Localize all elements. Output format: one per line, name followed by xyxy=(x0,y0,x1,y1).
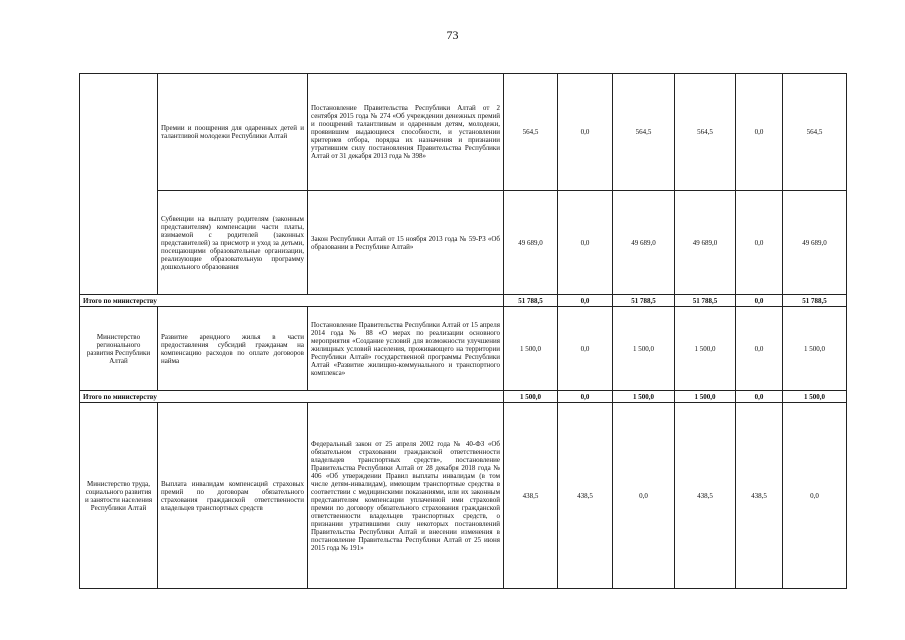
value-cell: 438,5 xyxy=(736,403,783,589)
total-label: Итого по министерству xyxy=(80,391,504,403)
table-row xyxy=(80,403,847,589)
value-cell: 438,5 xyxy=(558,403,613,589)
ministry-total-row xyxy=(80,391,847,403)
total-value-cell: 0,0 xyxy=(736,295,783,307)
ministry-cell: Министерство труда, социального развития и занятости населения Республики Алтай xyxy=(80,403,158,589)
purpose-cell: Премии и поощрения для одаренных детей и талантливой молодежи Республики Алтай xyxy=(158,74,308,191)
page-number: 73 xyxy=(446,28,459,42)
value-cell: 564,5 xyxy=(613,74,675,191)
total-value-cell: 51 788,5 xyxy=(675,295,736,307)
ministry-cell xyxy=(80,74,158,295)
value-cell: 438,5 xyxy=(504,403,558,589)
table-row xyxy=(80,307,847,391)
total-value-cell: 0,0 xyxy=(736,391,783,403)
value-cell: 0,0 xyxy=(783,403,847,589)
value-cell: 564,5 xyxy=(504,74,558,191)
value-cell: 49 689,0 xyxy=(613,191,675,295)
value-cell: 438,5 xyxy=(675,403,736,589)
value-cell: 1 500,0 xyxy=(783,307,847,391)
legal-basis-cell: Закон Республики Алтай от 15 ноября 2013 года № 59-РЗ «Об образовании в Республике Алтай» xyxy=(308,191,504,295)
total-value-cell: 51 788,5 xyxy=(613,295,675,307)
legal-basis-cell: Постановление Правительства Республики Алтай от 2 сентября 2015 года № 274 «Об учреждении денежных премий и поощрений талантливым и одаренным детям, молодежи, проявившим выдающиеся способности, и установлении критериев отбора, порядка их назначения и признании утратившим силу постановления Правительства Республики Алтай от 31 декабря 2013 года № 398» xyxy=(308,74,504,191)
budget-table xyxy=(79,73,847,589)
value-cell: 49 689,0 xyxy=(675,191,736,295)
total-label: Итого по министерству xyxy=(80,295,504,307)
value-cell: 0,0 xyxy=(736,191,783,295)
total-value-cell: 51 788,5 xyxy=(504,295,558,307)
value-cell: 0,0 xyxy=(558,74,613,191)
value-cell: 49 689,0 xyxy=(504,191,558,295)
purpose-cell: Субвенции на выплату родителям (законным представителям) компенсации части платы, взимаемой с родителей (законных представителей) за присмотр и уход за детьми, посещающими образовательные организации, реализующие образовательную программу дошкольного образования xyxy=(158,191,308,295)
purpose-cell: Развитие арендного жилья в части предоставления субсидий гражданам на компенсацию расходов по оплате договоров найма xyxy=(158,307,308,391)
total-value-cell: 51 788,5 xyxy=(783,295,847,307)
total-value-cell: 1 500,0 xyxy=(675,391,736,403)
table-row xyxy=(80,191,847,295)
ministry-total-row xyxy=(80,295,847,307)
value-cell: 0,0 xyxy=(558,191,613,295)
value-cell: 564,5 xyxy=(783,74,847,191)
value-cell: 1 500,0 xyxy=(675,307,736,391)
total-value-cell: 1 500,0 xyxy=(504,391,558,403)
total-value-cell: 1 500,0 xyxy=(783,391,847,403)
value-cell: 0,0 xyxy=(613,403,675,589)
ministry-cell: Министерство регионального развития Республики Алтай xyxy=(80,307,158,391)
value-cell: 0,0 xyxy=(736,74,783,191)
total-value-cell: 0,0 xyxy=(558,391,613,403)
value-cell: 0,0 xyxy=(558,307,613,391)
total-value-cell: 0,0 xyxy=(558,295,613,307)
value-cell: 564,5 xyxy=(675,74,736,191)
value-cell: 1 500,0 xyxy=(613,307,675,391)
legal-basis-cell: Постановление Правительства Республики Алтай от 15 апреля 2014 года № 88 «О мерах по реализации основного мероприятия «Создание условий для возможности улучшения жилищных условий населения, проживающего на территории Республики Алтай» государственной программы Республики Алтай «Развитие жилищно-коммунального и транспортного комплекса» xyxy=(308,307,504,391)
legal-basis-cell: Федеральный закон от 25 апреля 2002 года № 40-ФЗ «Об обязательном страховании гражданской ответственности владельцев транспортных средств», постановление Правительства Республики Алтай от 28 декабря 2018 года № 406 «Об утверждении Правил выплаты инвалидам (в том числе детям-инвалидам), имеющим транспортные средства в соответствии с медицинскими показаниями, или их законным представителям компенсации уплаченной ими страховой премии по договору обязательного страхования гражданской ответственности владельцев транспортных средств, о признании утратившими силу некоторых постановлений Правительства Республики Алтай и внесении изменения в постановление Правительства Республики Алтай от 25 июня 2015 года № 191» xyxy=(308,403,504,589)
value-cell: 49 689,0 xyxy=(783,191,847,295)
table-row xyxy=(80,74,847,191)
total-value-cell: 1 500,0 xyxy=(613,391,675,403)
value-cell: 1 500,0 xyxy=(504,307,558,391)
purpose-cell: Выплата инвалидам компенсаций страховых премий по договорам обязательного страхования гражданской ответственности владельцев транспортных средств xyxy=(158,403,308,589)
value-cell: 0,0 xyxy=(736,307,783,391)
